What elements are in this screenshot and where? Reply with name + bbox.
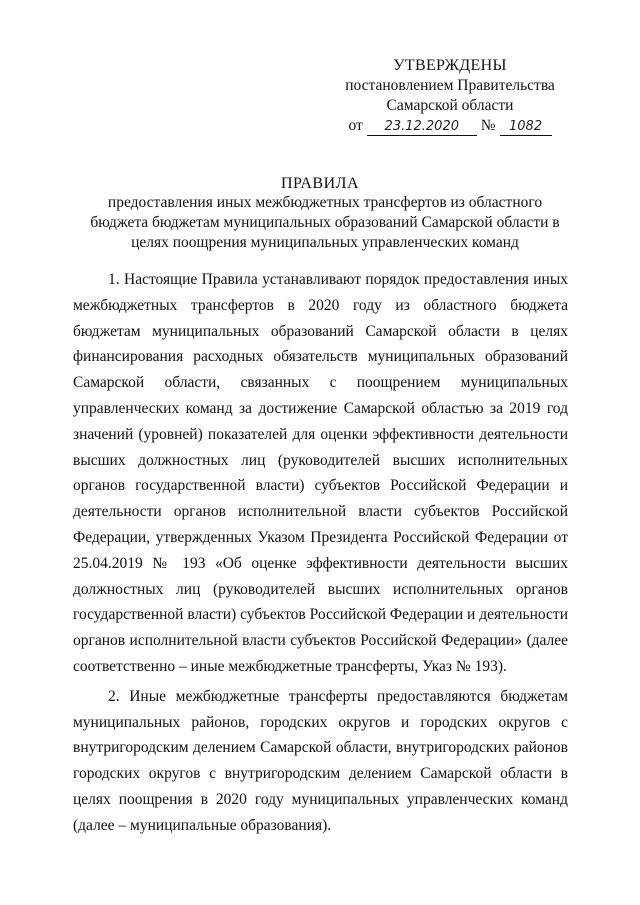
document-subtitle: предоставления иных межбюджетных трансфертов из областного бюджета бюджетам муниципальных образований Самарской области в целях поощрения муниципальных управленческих команд — [90, 194, 560, 251]
approval-line-2: Самарской области — [386, 97, 514, 114]
handwritten-date: 23.12.2020 — [367, 119, 477, 136]
number-prefix: № — [480, 117, 496, 134]
handwritten-number: 1082 — [500, 119, 552, 136]
date-prefix: от — [348, 117, 363, 134]
document-body — [73, 267, 568, 843]
approval-title: УТВЕРЖДЕНЫ — [393, 57, 507, 74]
paragraph-2: 2. Иные межбюджетные трансферты предоставляются бюджетам муниципальных районов, городских округов и городских округов с внутригородским делением Самарской области, внутригородских районов городских округов с внутригородским делением Самарской области в целях поощрения в 2020 году муниципальных управленческих команд (далее – муниципальные образования). — [73, 687, 568, 834]
approval-date-line — [330, 116, 570, 136]
approval-stamp — [330, 56, 570, 136]
approval-line-1: постановлением Правительства — [345, 77, 555, 94]
paragraph-1: 1. Настоящие Правила устанавливают порядок предоставления иных межбюджетных трансфертов в 2020 году из областного бюджета бюджетам муниципальных образований Самарской области в целях финансирования расходных обязательств муниципальных образований Самарской области, связанных с поощрением муниципальных управленческих команд за достижение Самарской областью за 2019 год значений (уровней) показателей для оценки эффективности деятельности высших должностных лиц (руководителей высших исполнительных органов государственной власти) субъектов Российской Федерации и деятельности органов исполнительной власти субъектов Российской Федерации, утвержденных Указом Президента Российской Федерации от 25.04.2019 № 193 «Об оценке эффективности деятельности высших должностных лиц (руководителей высших исполнительных органов государственной власти) субъектов Российской Федерации и деятельности органов исполнительной власти субъектов Российской Федерации» (далее соответственно – иные межбюджетные трансферты, Указ № 193). — [73, 271, 568, 675]
document-title: ПРАВИЛА — [280, 175, 360, 192]
